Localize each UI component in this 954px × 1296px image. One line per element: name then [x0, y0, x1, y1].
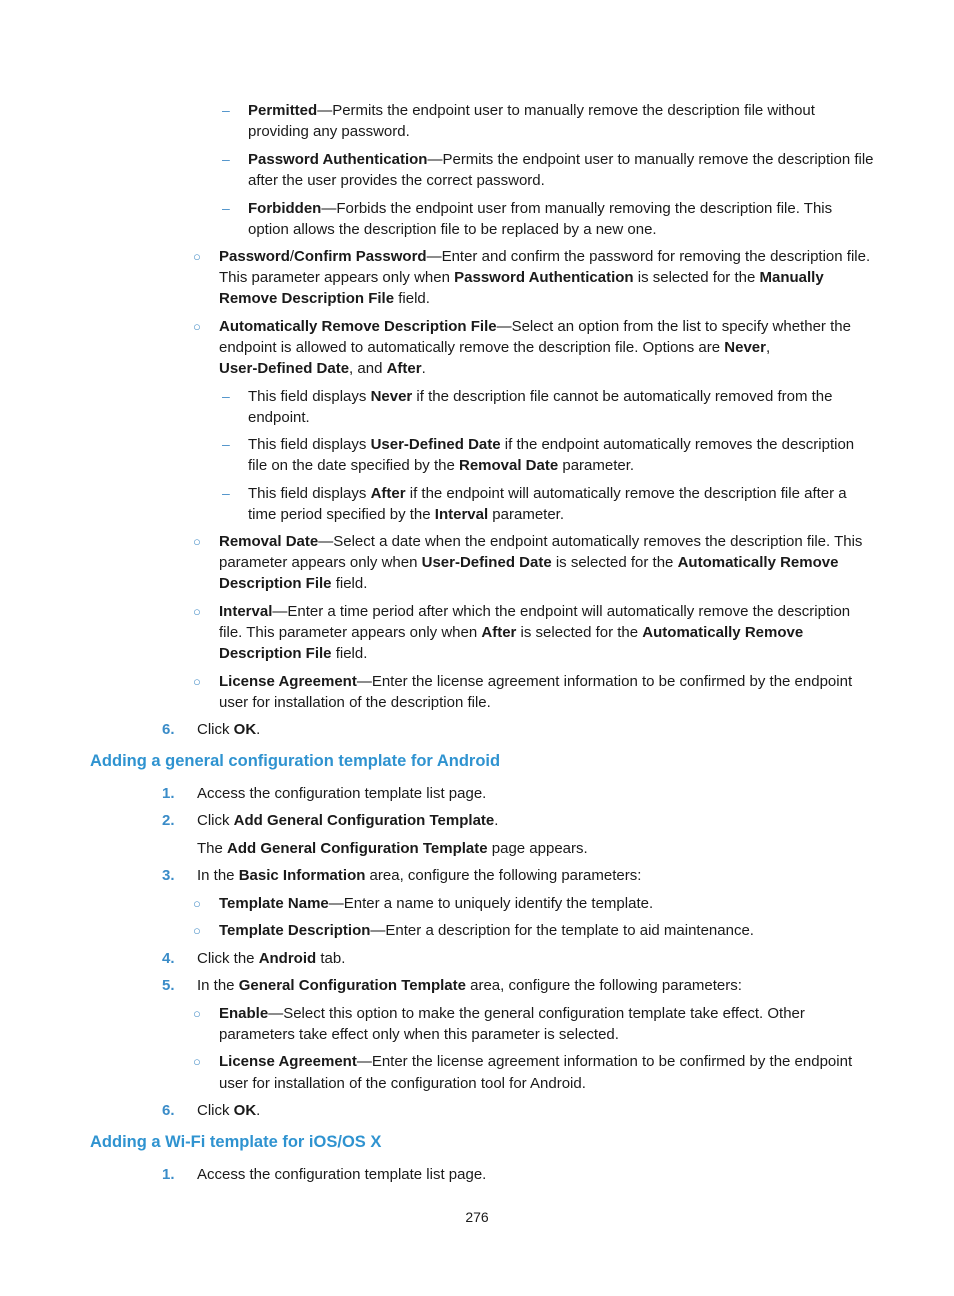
step-number: 6. — [162, 721, 175, 738]
step-general-config: In the General Configuration Template area, configure the following parameters: — [197, 977, 742, 994]
dash-item-cont: file on the date specified by the Removal Date parameter. — [248, 457, 635, 474]
item-license-line2: user for installation of the description file. — [219, 694, 491, 711]
dash-bullet: – — [222, 388, 230, 404]
dash-item-cont: option allows the description file to be replaced by a new one. — [248, 221, 657, 238]
step-basic-info: In the Basic Information area, configure the following parameters: — [197, 867, 642, 884]
dash-bullet: – — [222, 485, 230, 501]
step-access-list: Access the configuration template list page. — [197, 785, 487, 802]
item-removal-line3: Description File field. — [219, 575, 368, 592]
step-click-ok: Click OK. — [197, 721, 261, 738]
step-click-ok: Click OK. — [197, 1102, 261, 1119]
item-password-line2: This parameter appears only when Password Authentication is selected for the Manually — [219, 269, 824, 286]
circle-bullet: ○ — [193, 604, 201, 619]
circle-bullet: ○ — [193, 674, 201, 689]
circle-bullet: ○ — [193, 1006, 201, 1021]
step-android-tab: Click the Android tab. — [197, 950, 346, 967]
item-license-agreement: License Agreement—Enter the license agreement information to be confirmed by the endpoint — [219, 673, 853, 690]
item-password: Password/Confirm Password—Enter and confirm the password for removing the description file. — [219, 248, 871, 265]
item-password-line3: Remove Description File field. — [219, 290, 430, 307]
circle-bullet: ○ — [193, 923, 201, 938]
circle-bullet: ○ — [193, 319, 201, 334]
dash-bullet: – — [222, 436, 230, 452]
item-auto-remove: Automatically Remove Description File—Select an option from the list to specify whether the — [219, 318, 851, 335]
item-license-agreement-android: License Agreement—Enter the license agreement information to be confirmed by the endpoint — [219, 1053, 853, 1070]
dash-item-never: This field displays Never if the description file cannot be automatically removed from the — [248, 388, 833, 405]
circle-bullet: ○ — [193, 1054, 201, 1069]
item-enable-cont: parameters take effect only when this parameter is selected. — [219, 1026, 619, 1043]
dash-item-cont: endpoint. — [248, 409, 310, 426]
dash-bullet: – — [222, 200, 230, 216]
dash-item-after: This field displays After if the endpoint will automatically remove the description file after a — [248, 485, 847, 502]
step-number: 6. — [162, 1102, 175, 1119]
dash-item-password-auth: Password Authentication—Permits the endpoint user to manually remove the description file — [248, 151, 874, 168]
step-click-add: Click Add General Configuration Template. — [197, 812, 499, 829]
circle-bullet: ○ — [193, 896, 201, 911]
page-number: 276 — [465, 1209, 489, 1225]
item-enable: Enable—Select this option to make the general configuration template take effect. Other — [219, 1005, 805, 1022]
step-access-list: Access the configuration template list page. — [197, 1166, 487, 1183]
dash-item-forbidden: Forbidden—Forbids the endpoint user from manually removing the description file. This — [248, 200, 833, 217]
item-auto-remove-line2: endpoint is allowed to automatically remove the description file. Options are Never, — [219, 339, 771, 356]
circle-bullet: ○ — [193, 249, 201, 264]
item-removal-line2: parameter appears only when User-Defined Date is selected for the Automatically Remove — [219, 554, 839, 571]
step-number: 5. — [162, 977, 175, 994]
dash-item-cont: time period specified by the Interval parameter. — [248, 506, 565, 523]
dash-item-cont: providing any password. — [248, 123, 410, 140]
section-heading-android: Adding a general configuration template for Android — [90, 752, 501, 770]
dash-item-permitted: Permitted—Permits the endpoint user to manually remove the description file without — [248, 102, 815, 119]
step-number: 3. — [162, 867, 175, 884]
dash-bullet: – — [222, 151, 230, 167]
item-template-name: Template Name—Enter a name to uniquely identify the template. — [219, 895, 654, 912]
step-number: 1. — [162, 785, 175, 802]
item-auto-remove-line3: User-Defined Date, and After. — [219, 360, 426, 377]
step-number: 2. — [162, 812, 175, 829]
step-number: 4. — [162, 950, 175, 967]
item-license-cont: user for installation of the configuration tool for Android. — [219, 1075, 586, 1092]
dash-item-user-defined: This field displays User-Defined Date if the endpoint automatically removes the description — [248, 436, 855, 453]
item-interval-line2: file. This parameter appears only when After is selected for the Automatically Remove — [219, 624, 804, 641]
dash-bullet: – — [222, 102, 230, 118]
item-removal-date: Removal Date—Select a date when the endpoint automatically removes the description file. This — [219, 533, 863, 550]
section-heading-wifi: Adding a Wi-Fi template for iOS/OS X — [90, 1133, 382, 1151]
item-template-description: Template Description—Enter a description for the template to aid maintenance. — [219, 922, 754, 939]
step-note: The Add General Configuration Template page appears. — [197, 840, 588, 857]
dash-item-cont: after the user provides the correct password. — [248, 172, 545, 189]
item-interval-line3: Description File field. — [219, 645, 368, 662]
item-interval: Interval—Enter a time period after which the endpoint will automatically remove the description — [219, 603, 851, 620]
step-number: 1. — [162, 1166, 175, 1183]
circle-bullet: ○ — [193, 534, 201, 549]
